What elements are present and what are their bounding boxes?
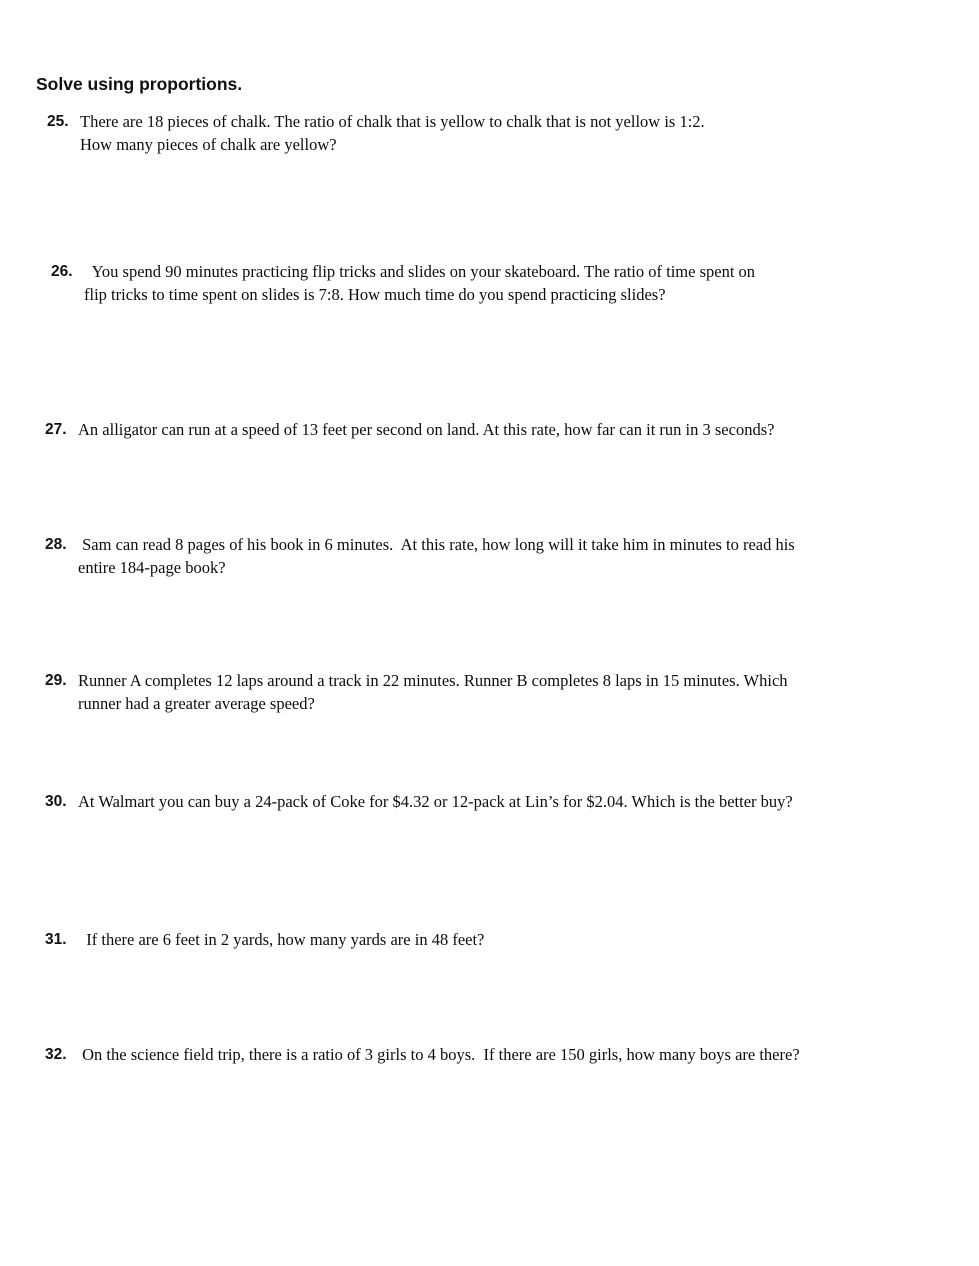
problem-text-line: runner had a greater average speed? bbox=[78, 694, 315, 713]
problem-text-line: Runner A completes 12 laps around a track in 22 minutes. Runner B completes 8 laps in 15 minutes. Which bbox=[78, 671, 788, 690]
problem-text bbox=[78, 790, 793, 813]
problem-text bbox=[84, 260, 755, 306]
problem-text-line: At Walmart you can buy a 24-pack of Coke for $4.32 or 12-pack at Lin’s for $2.04. Which is the better buy? bbox=[78, 792, 793, 811]
problem-number: 27. bbox=[45, 421, 67, 438]
problem-text bbox=[78, 533, 795, 579]
problem-text-line: There are 18 pieces of chalk. The ratio of chalk that is yellow to chalk that is not yellow is 1:2. bbox=[80, 112, 705, 131]
problem-text-line: flip tricks to time spent on slides is 7:8. How much time do you spend practicing slides? bbox=[84, 285, 666, 304]
problem-text bbox=[78, 928, 484, 951]
problem-text-line: You spend 90 minutes practicing flip tricks and slides on your skateboard. The ratio of time spent on bbox=[84, 262, 756, 281]
problem-27 bbox=[45, 418, 774, 441]
problem-number: 25. bbox=[47, 113, 69, 130]
problem-text-line: If there are 6 feet in 2 yards, how many yards are in 48 feet? bbox=[78, 930, 485, 949]
problem-30 bbox=[45, 790, 793, 813]
problem-text-line: How many pieces of chalk are yellow? bbox=[80, 135, 337, 154]
problem-text-line: Sam can read 8 pages of his book in 6 minutes. At this rate, how long will it take him in minutes to read his bbox=[78, 535, 795, 554]
instructions-heading: Solve using proportions. bbox=[36, 74, 243, 94]
problem-text-line: On the science field trip, there is a ratio of 3 girls to 4 boys. If there are 150 girls, how many boys are there? bbox=[78, 1045, 800, 1064]
problem-text-line: entire 184-page book? bbox=[78, 558, 226, 577]
problem-number: 29. bbox=[45, 672, 67, 689]
problem-25 bbox=[47, 110, 705, 156]
problem-26 bbox=[51, 260, 755, 306]
problem-text bbox=[78, 669, 788, 715]
problem-32 bbox=[45, 1043, 800, 1066]
problem-number: 31. bbox=[45, 931, 67, 948]
problem-text bbox=[78, 1043, 800, 1066]
problem-number: 32. bbox=[45, 1046, 67, 1063]
problem-text-line: An alligator can run at a speed of 13 feet per second on land. At this rate, how far can it run in 3 seconds? bbox=[78, 420, 775, 439]
problem-number: 26. bbox=[51, 263, 73, 280]
problem-number: 30. bbox=[45, 793, 67, 810]
problem-29 bbox=[45, 669, 788, 715]
problem-28 bbox=[45, 533, 795, 579]
problem-text bbox=[78, 418, 774, 441]
problem-number: 28. bbox=[45, 536, 67, 553]
problem-31 bbox=[45, 928, 484, 951]
problem-text bbox=[80, 110, 705, 156]
